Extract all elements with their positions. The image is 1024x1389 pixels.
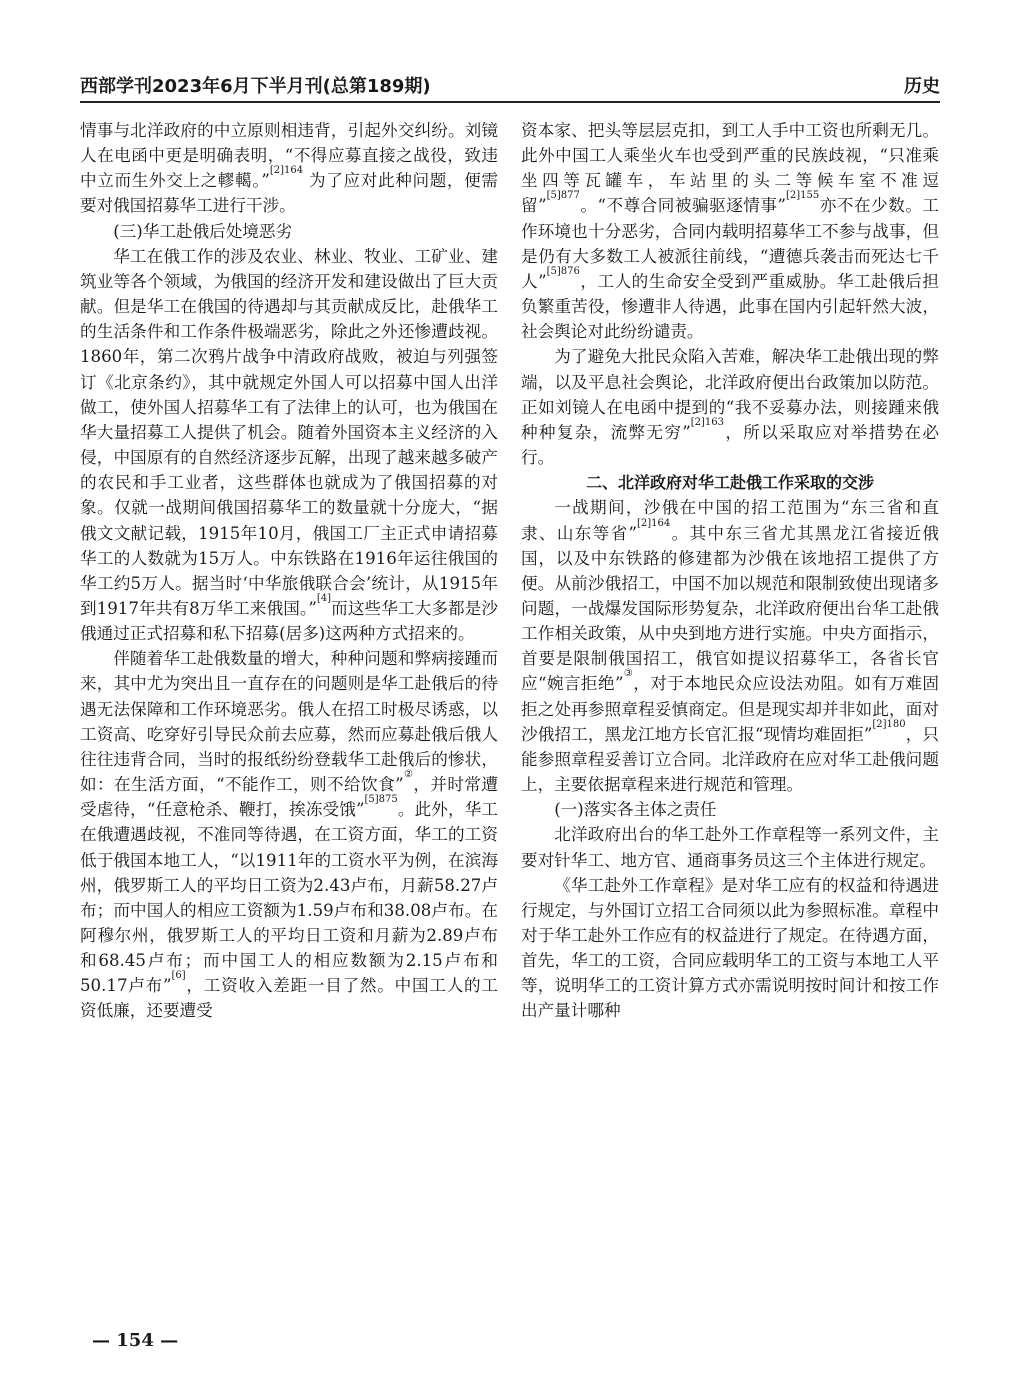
paragraph: [80, 646, 498, 1023]
citation: [2]164: [636, 517, 671, 529]
text-run: 资本家、把头等层层克扣，到工人手中工资也所剩无几。此外中国工人乘坐火车也受到严重的民族歧视，“只准乘坐四等瓦罐车，车站里的头二等候车室不准逗留”: [521, 121, 939, 216]
citation: [5]875: [364, 794, 398, 806]
citation: [6]: [171, 970, 186, 982]
paragraph: [80, 244, 498, 647]
citation: [2]180: [872, 718, 906, 730]
text-run: 。“不尊合同被骗驱逐情事”: [579, 196, 787, 216]
paragraph: 北洋政府出台的华工赴外工作章程等一系列文件，主要对针华工、地方官、通商事务员这三个主体进行规定。: [521, 825, 939, 870]
subheading: (三)华工赴俄后处境恶劣: [113, 221, 293, 241]
subheading: (一)落实各主体之责任: [554, 800, 717, 820]
text-run: ，对于本地民众应设法劝阻。如有万难固拒之处再参照章程妥慎商定。但是现实却并非如此，面对沙俄招工，黑龙江地方长官汇报“现情均难固拒”: [521, 674, 940, 744]
footnote-mark: ③: [623, 668, 634, 680]
paragraph: [521, 495, 939, 797]
text-run: 而这些华工大多都是沙俄通过正式招募和私下招募(居多)这两种方式招来的。: [80, 598, 498, 644]
right-column: [521, 118, 939, 1024]
section-heading: 二、北洋政府对华工赴俄工作采取的交涉: [585, 473, 874, 493]
text-run: 伴随着华工赴俄数量的增大，种种问题和弊病接踵而来，其中尤为突出且一直存在的问题则是华工赴俄后的待遇无法保障和工作环境恶劣。俄人在招工时极尽诱惑，以工资高、吃穿好引导民众前去应募，然而应募赴俄后俄人往往违背合同，当时的报纸纷纷登载华工赴俄后的惨状，如：在生活方面，“不能作工，则不给饮食”: [80, 649, 498, 795]
running-header: [80, 70, 940, 100]
text-run: ，并时常遭受虐待，“任意枪杀、鞭打，挨冻受饿”: [80, 775, 499, 820]
citation: [2]163: [690, 416, 724, 428]
text-run: ，只能参照章程妥善订立合同。北洋政府在应对华工赴俄问题上，主要依据章程来进行规范和管理。: [521, 724, 940, 795]
text-run: 。此外，华工在俄遭遇歧视，不准同等待遇，在工资方面，华工的工资低于俄国本地工人，“以1911年的工资水平为例，在滨海州，俄罗斯工人的平均日工资为2.43卢布，月薪58.27卢布；而中国人的相应工资额为1.59卢布和38.08卢布。在阿穆尔州，俄罗斯工人的平均日工资和月薪为2.89卢布和68.45卢布；而中国工人的相应数额为2.15卢布和50.17卢布”: [80, 800, 499, 996]
paragraph: [80, 118, 498, 219]
paragraph: [521, 118, 939, 344]
text-run: ，所以采取应对举措势在必行。: [521, 422, 939, 468]
text-run: 情事与北洋政府的中立原则相违背，引起外交纠纷。刘镜人在电函中更是明确表明，“不得应募直接之战役，致违中立而生外交上之轇轕。”: [80, 121, 498, 191]
citation: [2]155: [786, 190, 820, 202]
citation: [2]164: [269, 165, 304, 177]
header-rule: [80, 101, 940, 103]
citation: [5]876: [546, 265, 580, 277]
text-run: 一战期间，沙俄在中国的招工范围为“东三省和直隶、山东等省”: [521, 498, 939, 543]
journal-issue: 西部学刊2023年6月下半月刊(总第189期): [80, 76, 431, 97]
citation: [5]877: [546, 190, 580, 202]
citation: [4]: [316, 592, 332, 604]
text-run: 为了应对此种问题，便需要对俄国招募华工进行干涉。: [80, 171, 499, 216]
left-column: [80, 118, 498, 1024]
text-run: ，工资收入差距一目了然。中国工人的工资低廉，还要遭受: [80, 976, 499, 1021]
text-run: 亦不在少数。工作环境也十分恶劣，合同内载明招募华工不参与战事，但是仍有大多数工人被派往前线，“遭德兵袭击而死达七千人”: [521, 196, 940, 291]
paragraph: 《华工赴外工作章程》是对华工应有的权益和待遇进行规定，与外国订立招工合同须以此为参照标准。章程中对于华工赴外工作应有的权益进行了规定。在待遇方面，首先，华工的工资，合同应载明华工的工资与本地工人平等，说明华工的工资计算方式亦需说明按时间计和按工作出产量计哪种: [521, 875, 939, 1021]
text-run: 为了避免大批民众陷入苦难，解决华工赴俄出现的弊端，以及平息社会舆论，北洋政府便出台政策加以防范。正如刘镜人在电函中提到的“我不妥募办法，则接踵来俄种种复杂，流弊无穷”: [521, 347, 939, 442]
text-run: 华工在俄工作的涉及农业、林业、牧业、工矿业、建筑业等各个领域，为俄国的经济开发和建设做出了巨大贡献。但是华工在俄国的待遇却与其贡献成反比，赴俄华工的生活条件和工作条件极端恶劣，除此之外还惨遭歧视。1860年，第二次鸦片战争中清政府战败，被迫与列强签订《北京条约》，其中就规定外国人可以招募中国人出洋做工，使外国人招募华工有了法律上的认可，也为俄国在华大量招募工人提供了机会。随着外国资本主义经济的入侵，中国原有的自然经济逐步瓦解，出现了越来越多破产的农民和手工业者，这些群体也就成为了俄国招募的对象。仅就一战期间俄国招募华工的数量就十分庞大，“据俄文文献记载，1915年10月，俄国工厂主正式申请招募华工的人数就为15万人。中东铁路在1916年运往俄国的华工约5万人。据当时‘中华旅俄联合会’统计，从1915年到1917年共有8万华工来俄国。”: [80, 246, 498, 618]
text-run: 。其中东三省尤其黑龙江省接近俄国，以及中东铁路的修建都为沙俄在该地招工提供了方便。从前沙俄招工，中国不加以规范和限制致使出现诸多问题，一战爆发国际形势复杂，北洋政府便出台华工赴俄工作相关政策，从中央到地方进行实施。中央方面指示，首要是限制俄国招工，俄官如提议招募华工，各省长官应“婉言拒绝”: [521, 523, 939, 694]
footnote-mark: ②: [403, 769, 414, 781]
page-number: — 154 —: [92, 1330, 179, 1351]
paragraph: [521, 344, 939, 470]
text-run: ，工人的生命安全受到严重威胁。华工赴俄后担负繁重苦役，惨遭非人待遇，此事在国内引起轩然大波，社会舆论对此纷纷谴责。: [521, 271, 940, 342]
section-title: 历史: [904, 76, 940, 97]
